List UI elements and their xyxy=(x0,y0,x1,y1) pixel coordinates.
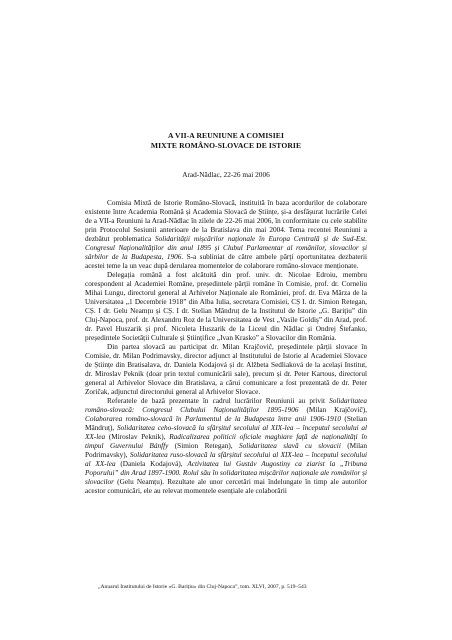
paragraph-2 xyxy=(85,271,367,343)
italic-text-run: Radicalizarea politicii oficiale maghiare față de naționalități în timpul Guvernului Bánffy xyxy=(85,433,367,450)
italic-text-run: Solidaritatea slavă cu slovacii xyxy=(238,442,341,450)
paragraph-1 xyxy=(85,199,367,271)
dateline: Arad-Nădlac, 22-26 mai 2006 xyxy=(182,170,270,179)
italic-text-run: Solidaritatea ruso-slovacă la sfârșitul secolului al XIX-lea – începutul secolului al XX-lea xyxy=(85,451,367,468)
italic-text-run: Activitatea lui Gustáv Augostiny ca ziarist la „Tribuna Poporului” din Arad 1897-1900. Rolul său în solidaritatea mișcărilor naționale ale românilor și slovacilor xyxy=(85,460,367,486)
article-body xyxy=(85,199,367,496)
text-run: (Simion Retegan), xyxy=(168,442,239,450)
italic-text-run: Solidaritatea ceho-slovacă la sfârșitul secolului al XIX-lea – începutul secolului al XX-lea xyxy=(85,424,367,441)
text-run: Referatele de bază prezentate în cadrul lucrărilor Reuniunii au privit xyxy=(107,397,330,405)
text-run: Comisia Mixtă de Istorie Româno-Slovacă, instituită în baza acordurilor de colaborare existente între Academia Română și Academia Slovacă de Științe, și-a desfășurat lucrările Celei de a VII-a Reuniuni la Arad-Nădlac în zilele de 22-26 mai 2006, în conformitate cu cele stabilite prin Protocolul Sesiunii anterioare de la Bratislava din mai 2004. Tema recentei Reuniuni a dezbătut problematica xyxy=(85,199,367,243)
article-title xyxy=(85,131,367,151)
title-line-1: A VII-A REUNIUNE A COMISIEI xyxy=(167,131,285,140)
text-run: Din partea slovacă au participat dr. Milan Krajčovič, președintele părții slovace în Comisie, dr. Milan Podrimavsky, director adjunct al Institutului de Istorie al Academiei Slovace de Științe din Bratisalava, dr. Daniela Kodajová și dr. Alžbeta Sedliaková de la același Institut, dr. Miroslav Peknik (doar prin textul comunicării sale), precum și dr. Peter Kartous, directorul general al Arhivelor Slovace din Bratislava, a cărui comunicare a fost prezentată de dr. Peter Zoričak, adjunctul directorului general al Arhivelor Slovace. xyxy=(85,343,367,396)
paragraph-4 xyxy=(85,397,367,496)
text-run: (Milan Podrimavsky), xyxy=(85,442,367,459)
journal-citation-footer: „Anuarul Institutului de Istorie «G. Barițiu» din Cluj-Napoca”, tom. XLVI, 2007, p. 519–543 xyxy=(98,584,307,590)
paragraph-3 xyxy=(85,343,367,397)
text-run: Delegația română a fost alcătuită din prof. univ. dr. Nicolae Edroiu, membru corespondent al Academiei Române, președintele părții române în Comisie, prof. dr. Corneliu Mihai Lungu, directorul general al Arhivelor Naționale ale României, prof. dr. Eva Mârza de la Universitatea „1 Decembrie 1918” din Alba Iulia, secretara Comisiei, CȘ I. dr. Simion Retegan, CȘ. I dr. Gelu Neamțu și CȘ. I dr. Stelian Mândruț de la Institutul de Istorie „G. Barițiu” din Cluj-Napoca, prof. dr. Alexandru Roz de la Universitatea de Vest „Vasile Goldiș” din Arad, prof. dr. Pavel Huszarik și prof. Nicoleta Huszarik de la Liceul din Nădlac și Ondrej Štefanko, președintele Societății Culturale și Științifice „Ivan Krasko” a Slovacilor din România. xyxy=(85,271,367,342)
text-run: . S-a subliniat de către ambele părți oportunitatea dezbaterii acestei teme la un veac după derularea momentelor de colaborare româno-slovace menționate. xyxy=(85,253,367,270)
text-run: (Daniela Kodajová), xyxy=(115,460,188,468)
italic-text-run: Colaborarea româno-slovacă în Parlamentul de la Budapesta între anii 1906-1910 xyxy=(85,415,341,423)
title-line-2: MIXTE ROMÂNO-SLOVACE DE ISTORIE xyxy=(150,141,302,150)
italic-text-run: Solidarității mișcărilor naționale în Europa Centrală și de Sud-Est. Congresul Naționalităților din anul 1895 și Clubul Parlamentar al românilor, slovacilor și sârbilor de la Budapesta, 1906 xyxy=(85,235,368,261)
italic-text-run: Solidaritatea româno-slovacă: Congresul Clubului Naționalităților 1895-1906 xyxy=(85,397,367,414)
text-run: (Miroslav Peknik), xyxy=(105,433,170,441)
text-run: (Stelian Mândruț), xyxy=(85,415,367,432)
text-run: (Milan Krajčovič), xyxy=(298,406,367,414)
text-run: (Gelu Neamțu). Rezultate ale unor cercetări mai îndelungate în timp ale autorilor acestor comunicări, ele au relevat momentele esențiale ale colaborării xyxy=(85,478,367,495)
